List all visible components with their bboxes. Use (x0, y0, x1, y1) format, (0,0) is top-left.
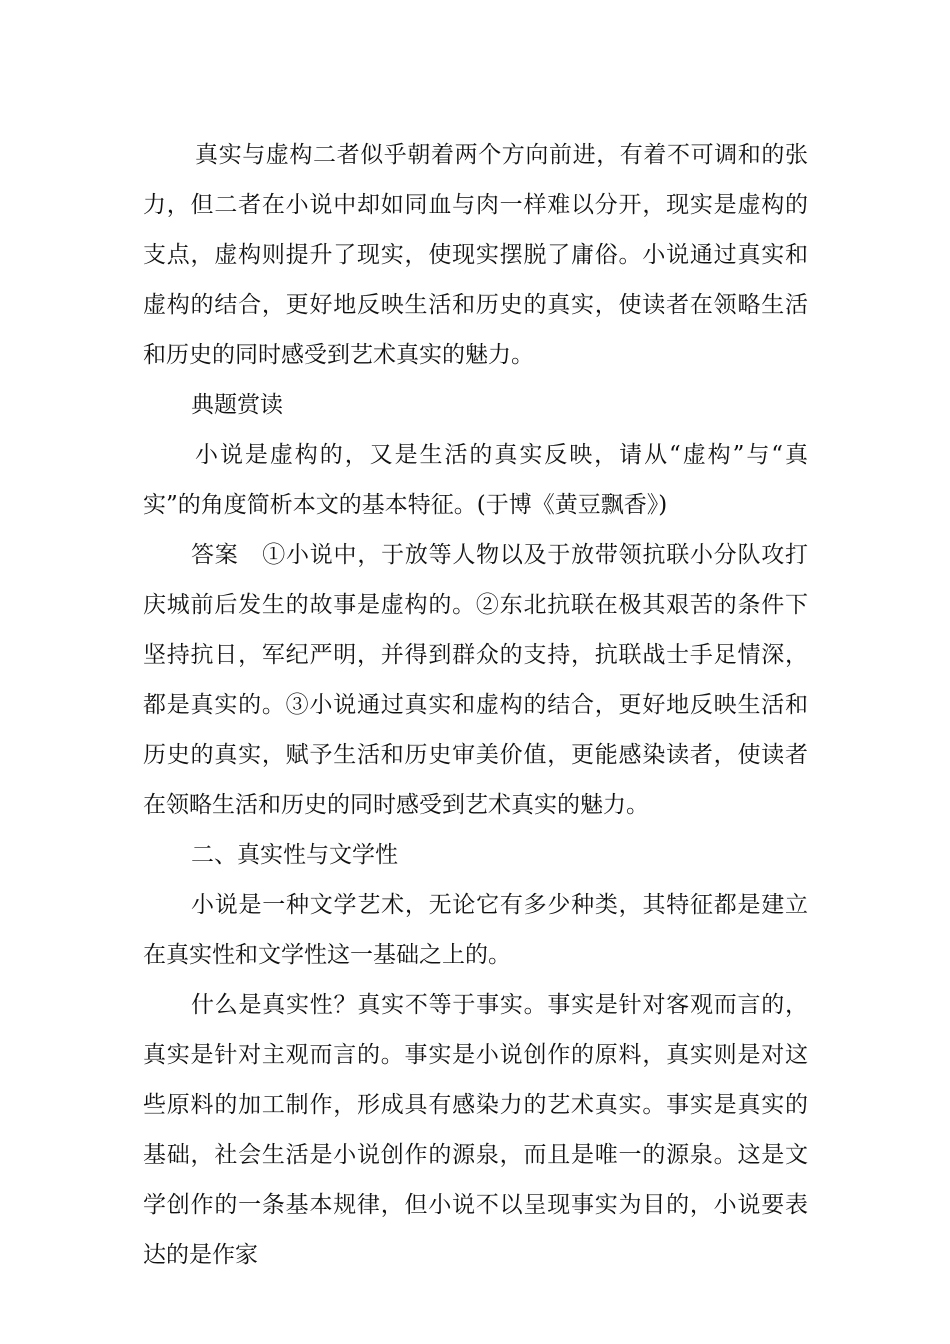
paragraph-question: 小说是虚构的，又是生活的真实反映，请从“虚构”与“真实”的角度简析本文的基本特征。(于博《黄豆飘香》) (143, 442, 808, 518)
paragraph-what-is-truth: 什么是真实性？真实不等于事实。事实是针对客观而言的，真实是针对主观而言的。事实是小说创作的原料，真实则是对这些原料的加工制作，形成具有感染力的艺术真实。事实是真实的基础，社会生活是小说创作的源泉，而且是唯一的源泉。这是文学创作的一条基本规律，但小说不以呈现事实为目的，小说要表达的是作家 (143, 992, 808, 1268)
section-heading-truthfulness-literariness: 二、真实性与文学性 (191, 842, 398, 868)
document-body (143, 130, 808, 1280)
section-label-example: 典题赏读 (191, 392, 283, 418)
paragraph-answer: 答案 ①小说中，于放等人物以及于放带领抗联小分队攻打庆城前后发生的故事是虚构的。②东北抗联在极其艰苦的条件下坚持抗日，军纪严明，并得到群众的支持，抗联战士手足情深，都是真实的。③小说通过真实和虚构的结合，更好地反映生活和历史的真实，赋予生活和历史审美价值，更能感染读者，使读者在领略生活和历史的同时感受到艺术真实的魅力。 (143, 542, 808, 818)
paragraph-novel-art: 小说是一种文学艺术，无论它有多少种类，其特征都是建立在真实性和文学性这一基础之上的。 (143, 892, 808, 968)
paragraph-truth-and-fiction: 真实与虚构二者似乎朝着两个方向前进，有着不可调和的张力，但二者在小说中却如同血与肉一样难以分开，现实是虚构的支点，虚构则提升了现实，使现实摆脱了庸俗。小说通过真实和虚构的结合，更好地反映生活和历史的真实，使读者在领略生活和历史的同时感受到艺术真实的魅力。 (143, 142, 808, 368)
